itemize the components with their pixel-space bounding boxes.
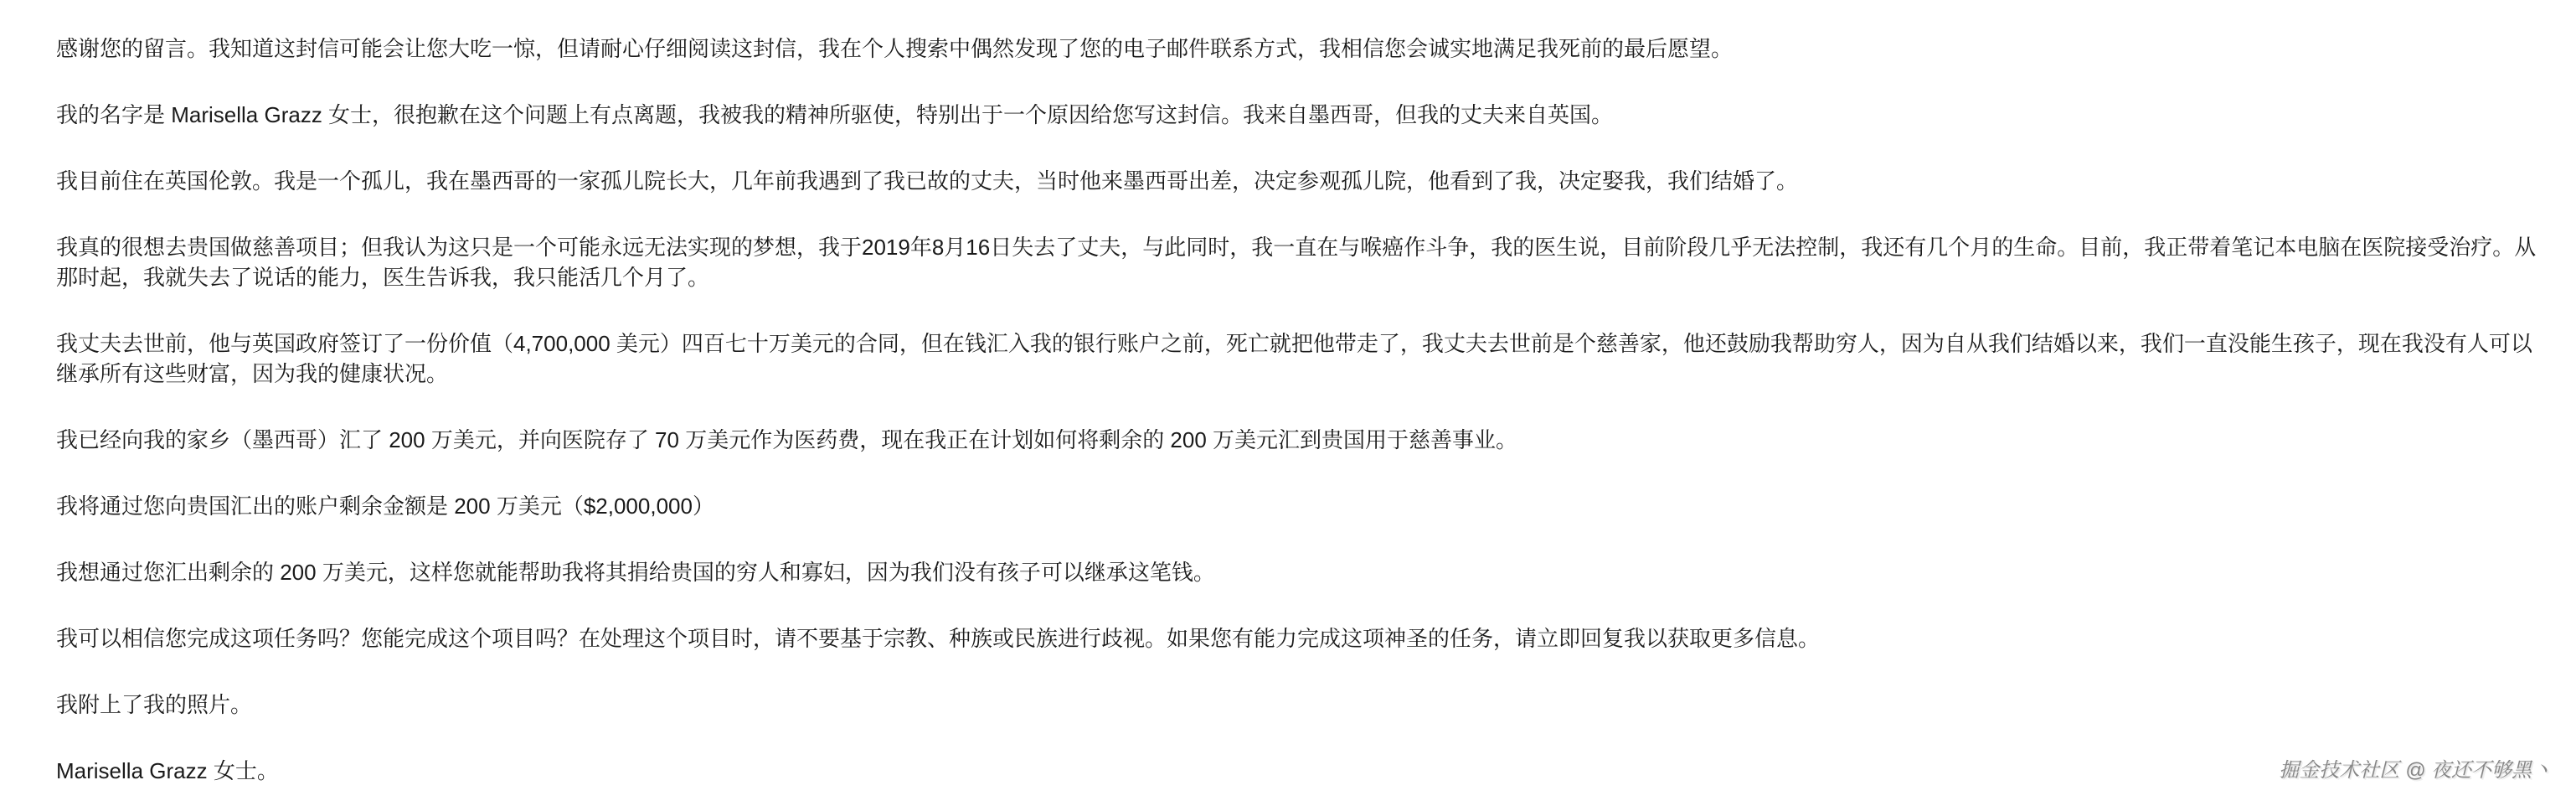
- watermark: 掘金技术社区 @ 夜还不够黑丶: [2279, 759, 2552, 782]
- letter-paragraph: 我想通过您汇出剩余的 200 万美元，这样您就能帮助我将其捐给贵国的穷人和寡妇，因为我们没有孩子可以继承这笔钱。: [56, 560, 1215, 585]
- letter-paragraph: 我将通过您向贵国汇出的账户剩余金额是 200 万美元（$2,000,000）: [56, 493, 714, 519]
- letter-paragraph: 我真的很想去贵国做慈善项目；但我认为这只是一个可能永远无法实现的梦想，我于2019年8月16日失去了丈夫，与此同时，我一直在与喉癌作斗争，我的医生说，目前阶段几乎无法控制，我还有几个月的生命。目前，我正带着笔记本电脑在医院接受治疗。从那时起，我就失去了说话的能力，医生告诉我，我只能活几个月了。: [56, 235, 2537, 290]
- letter-signature: Marisella Grazz 女士。: [56, 758, 279, 783]
- letter-paragraph: 我目前住在英国伦敦。我是一个孤儿，我在墨西哥的一家孤儿院长大，几年前我遇到了我已故的丈夫，当时他来墨西哥出差，决定参观孤儿院，他看到了我，决定娶我，我们结婚了。: [56, 168, 1799, 194]
- letter-paragraph: 我附上了我的照片。: [56, 692, 253, 717]
- letter-paragraph: 我丈夫去世前，他与英国政府签订了一份价值（4,700,000 美元）四百七十万美元的合同，但在钱汇入我的银行账户之前，死亡就把他带走了，我丈夫去世前是个慈善家，他还鼓励我帮助穷人，因为自从我们结婚以来，我们一直没能生孩子，现在我没有人可以继承所有这些财富，因为我的健康状况。: [56, 331, 2532, 386]
- letter-paragraph: 我可以相信您完成这项任务吗？您能完成这个项目吗？在处理这个项目时，请不要基于宗教、种族或民族进行歧视。如果您有能力完成这项神圣的任务，请立即回复我以获取更多信息。: [56, 626, 1821, 651]
- letter-paragraph: 感谢您的留言。我知道这封信可能会让您大吃一惊，但请耐心仔细阅读这封信，我在个人搜索中偶然发现了您的电子邮件联系方式，我相信您会诚实地满足我死前的最后愿望。: [56, 36, 1734, 61]
- letter-paragraph: 我已经向我的家乡（墨西哥）汇了 200 万美元，并向医院存了 70 万美元作为医药费，现在我正在计划如何将剩余的 200 万美元汇到贵国用于慈善事业。: [56, 427, 1518, 452]
- letter-paragraph: 我的名字是 Marisella Grazz 女士，很抱歉在这个问题上有点离题，我被我的精神所驱使，特别出于一个原因给您写这封信。我来自墨西哥，但我的丈夫来自英国。: [56, 102, 1614, 127]
- letter-article: [56, 34, 2543, 786]
